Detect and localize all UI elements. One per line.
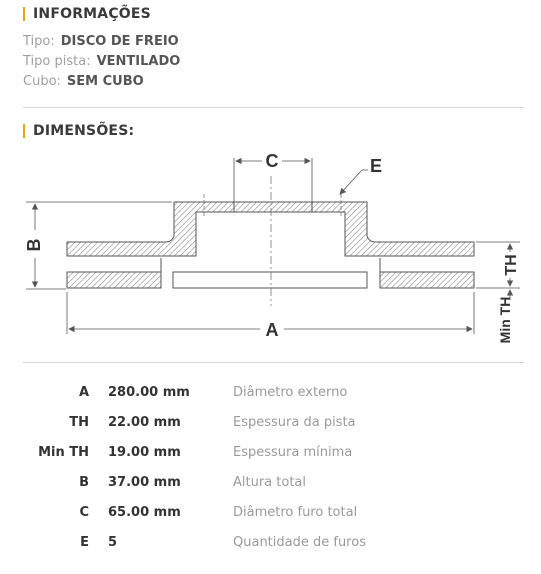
brake-disc-drawing [0,148,541,348]
spec-code: TH [69,415,89,430]
label-A: A [265,320,279,340]
info-key: Cubo: [23,74,61,89]
info-value: VENTILADO [96,54,181,69]
spec-row [0,385,541,405]
spec-row [0,535,541,555]
spec-code: C [79,505,89,520]
info-row-track-type [23,52,180,72]
spec-desc: Diâmetro externo [233,385,348,400]
spec-row [0,415,541,435]
info-row-hub [23,72,144,92]
spec-row [0,475,541,495]
label-C: C [265,151,279,171]
spec-row [0,445,541,465]
spec-value: 65.00 mm [108,505,181,520]
spec-code: A [78,385,89,400]
spec-desc: Espessura mínima [233,445,353,460]
spec-value: 280.00 mm [108,385,190,400]
info-value: SEM CUBO [66,74,144,89]
info-key: Tipo: [23,34,55,49]
divider [23,107,524,108]
spec-code: E [80,535,89,550]
label-E: E [369,156,383,176]
spec-desc: Altura total [233,475,307,490]
accent-bar [23,124,25,138]
spec-desc: Espessura da pista [233,415,356,430]
spec-code: B [79,475,89,490]
info-row-type [23,32,179,52]
info-title: INFORMAÇÕES [33,6,151,22]
divider [23,362,524,363]
info-section-title [23,6,151,22]
spec-row [0,505,541,525]
spec-value: 22.00 mm [108,415,181,430]
spec-desc: Quantidade de furos [233,535,366,550]
label-TH: TH [503,254,520,276]
spec-desc: Diâmetro furo total [233,505,358,520]
dimensions-section-title [23,123,134,139]
info-value: DISCO DE FREIO [60,34,179,49]
disc-section [67,202,474,288]
label-MinTH: Min TH [497,296,513,344]
spec-value: 37.00 mm [108,475,181,490]
label-B: B [24,238,44,252]
dimensions-title: DIMENSÕES: [33,123,135,139]
spec-value: 19.00 mm [108,445,181,460]
spec-code: Min TH [38,445,89,460]
info-key: Tipo pista: [23,54,91,69]
accent-bar [23,7,25,21]
spec-value: 5 [108,535,118,550]
